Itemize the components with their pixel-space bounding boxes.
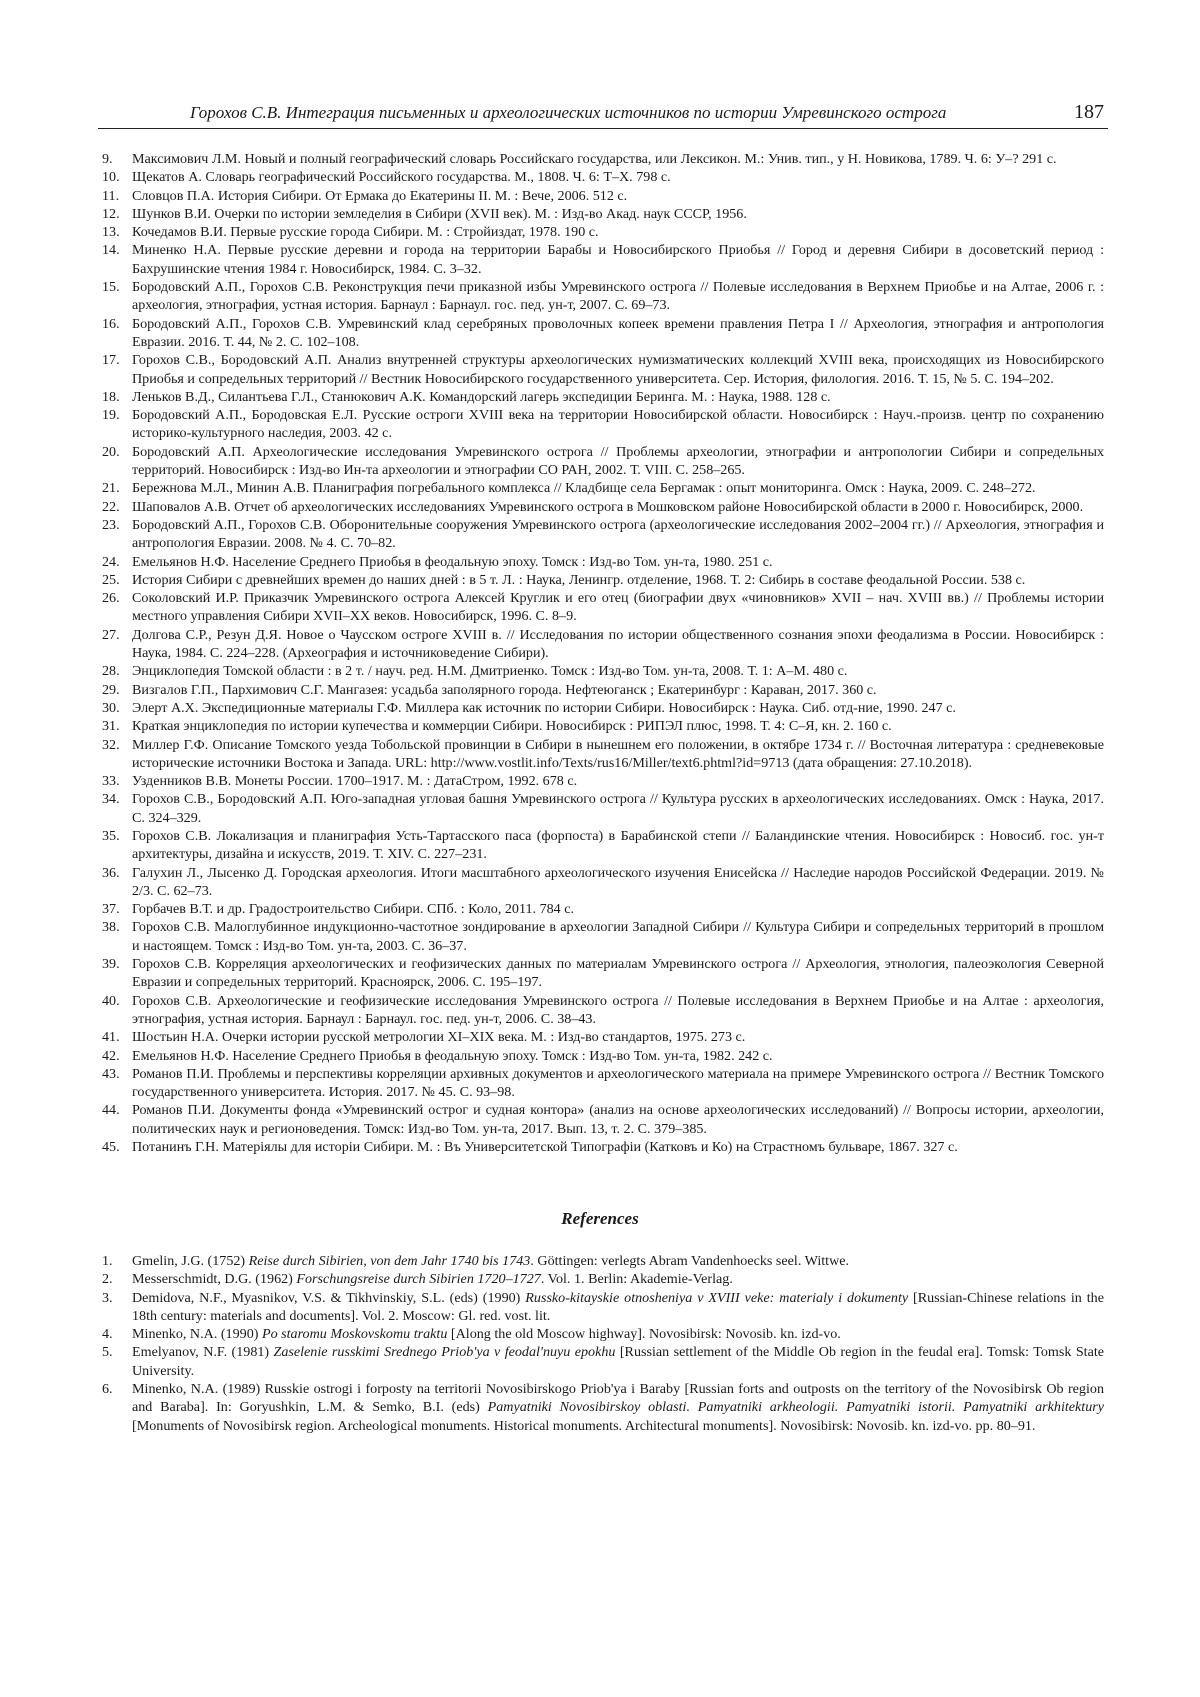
- entry-number: 12.: [102, 205, 120, 222]
- reference-title: Forschungsreise durch Sibirien 1720–1727: [296, 1271, 541, 1288]
- entry-text: Горохов С.В. Локализация и планиграфия Усть-Тартасского паса (форпоста) в Барабинской степи // Баландинские чтения. Новосибирск : Новосиб. гос. ун-т архитектуры, дизайна и искусств, 2019. Т. XIV. С. 227–231.: [132, 827, 1104, 863]
- entry-text: Горохов С.В., Бородовский А.П. Юго-западная угловая башня Умревинского острога // Культура русских в археологических исследованиях. Омск : Наука, 2017. С. 324–329.: [132, 791, 1104, 826]
- entry-text: Емельянов Н.Ф. Население Среднего Приобья в феодальную эпоху. Томск : Изд-во Том. ун-та, 1982. 242 с.: [132, 1047, 773, 1064]
- entry-text: Бородовский А.П., Горохов С.В. Умревинский клад серебряных проволочных копеек времени правления Петра I // Археология, этнография и антропология Евразии. 2016. Т. 44, № 2. С. 102–108.: [132, 315, 1104, 350]
- bibliography-entry: [102, 1101, 1104, 1138]
- entry-text: Словцов П.А. История Сибири. От Ермака до Екатерины II. М. : Вече, 2006. 512 с.: [132, 187, 628, 204]
- entry-number: 42.: [102, 1047, 120, 1064]
- reference-text: [Russian-Chinese relations in the 18th century: materials and documents]. Vol. 2. Moscow: Gl. red. vost. lit.: [132, 1289, 1104, 1324]
- bibliography-entry: [102, 479, 1104, 497]
- reference-text: [Russian settlement of the Middle Ob region in the feudal era]. Tomsk: Tomsk State University.: [132, 1344, 1105, 1379]
- reference-number: 6.: [102, 1381, 113, 1398]
- reference-entry: [102, 1270, 1104, 1288]
- entry-number: 37.: [102, 901, 120, 918]
- entry-number: 9.: [102, 151, 113, 167]
- bibliography-entry: [102, 205, 1104, 223]
- entry-number: 19.: [102, 407, 120, 424]
- entry-number: 14.: [102, 242, 120, 259]
- entry-number: 20.: [102, 443, 120, 460]
- reference-entry: [102, 1289, 1104, 1326]
- bibliography-entry: [102, 827, 1104, 864]
- bibliography-entry: [102, 992, 1104, 1029]
- bibliography-entry: [102, 717, 1104, 735]
- entry-text: Горохов С.В. Малоглубинное индукционно-частотное зондирование в археологии Западной Сибири // Культура Сибири и сопредельных территорий в прошлом и настоящем. Томск : Изд-во Том. ун-та, 2003. С. 36–37.: [132, 919, 1104, 954]
- entry-text: Бородовский А.П., Бородовская Е.Л. Русские остроги XVIII века на территории Новосибирской области. Новосибирск : Науч.-произв. центр по сохранению историко-культурного наследия, 2003. 42 с.: [132, 407, 1104, 442]
- bibliography-entry: [102, 315, 1104, 352]
- bibliography-entry: [102, 681, 1104, 699]
- bibliography-entry: [102, 241, 1104, 278]
- entry-number: 36.: [102, 864, 120, 881]
- entry-text: Леньков В.Д., Силантьева Г.Л., Станюкович А.К. Командорский лагерь экспедиции Беринга. М. : Наука, 1988. 128 с.: [132, 388, 831, 405]
- bibliography-entry: [102, 351, 1104, 388]
- entry-text: Визгалов Г.П., Пархимович С.Г. Мангазея: усадьба заполярного города. Нефтеюганск ; Екатеринбург : Караван, 2017. 360 с.: [132, 681, 877, 698]
- bibliography-entry: [102, 699, 1104, 717]
- reference-entry: [102, 1343, 1104, 1380]
- reference-entry: [102, 1252, 1104, 1270]
- entry-text: Романов П.И. Проблемы и перспективы корреляции архивных документов и археологического материала на примере Умревинского острога // Вестник Томского государственного университета. История. 2017. № 45. С. 93–98.: [132, 1065, 1104, 1101]
- entry-number: 32.: [102, 736, 120, 753]
- reference-number: 1.: [102, 1253, 113, 1269]
- bibliography-entry: [102, 498, 1104, 516]
- bibliography-entry: [102, 772, 1104, 790]
- entry-number: 41.: [102, 1029, 120, 1046]
- entry-number: 33.: [102, 773, 120, 790]
- entry-text: Соколовский И.Р. Приказчик Умревинского острога Алексей Круглик и его отец (биографии двух «чиновников» XVII – нач. XVIII вв.) // Проблемы истории местного управления Сибири XVII–XX веков. Новосибирск, 1996. С. 8–9.: [132, 590, 1104, 625]
- entry-text: Бородовский А.П. Археологические исследования Умревинского острога // Проблемы археологии, этнографии и антропологии Сибири и сопредельных территорий. Новосибирск : Изд-во Ин-та археологии и этнографии СО РАН, 2002. Т. VIII. С. 258–265.: [132, 443, 1104, 479]
- entry-text: Миненко Н.А. Первые русские деревни и города на территории Барабы и Новосибирского Приобья // Город и деревня Сибири в досоветский период : Бахрушинские чтения 1984 г. Новосибирск, 1984. С. 3–32.: [132, 242, 1104, 277]
- bibliography-entry: [102, 406, 1104, 443]
- bibliography-entry: [102, 589, 1104, 626]
- entry-number: 31.: [102, 718, 120, 735]
- reference-text: Demidova, N.F., Myasnikov, V.S. & Tikhvinskiy, S.L. (eds) (1990): [132, 1289, 526, 1306]
- bibliography-entry: [102, 662, 1104, 680]
- bibliography-entry: [102, 918, 1104, 955]
- entry-number: 17.: [102, 352, 120, 369]
- bibliography-entry: [102, 955, 1104, 992]
- bibliography-entry: [102, 900, 1104, 918]
- entry-text: Горбачев В.Т. и др. Градостроительство Сибири. СПб. : Коло, 2011. 784 с.: [132, 901, 575, 918]
- entry-number: 27.: [102, 626, 120, 643]
- reference-text: [Monuments of Novosibirsk region. Archeological monuments. Historical monuments. Architectural monuments]. Novosibirsk: Novosib. kn. izd-vo. pp. 80–91.: [132, 1417, 1036, 1434]
- reference-text: Minenko, N.A. (1989) Russkie ostrogi i forposty na territorii Novosibirskogo Priob'ya i Baraby [Russian forts and outposts on the territory of the Novosibirsk Ob region and Baraba]. In: Goryushkin, L.M. & Semko, B.I. (eds): [132, 1381, 1104, 1416]
- entry-number: 45.: [102, 1139, 120, 1156]
- bibliography-entry: [102, 223, 1104, 241]
- entry-text: Максимович Л.М. Новый и полный географический словарь Российскаго государства, или Лексикон. М.: Унив. тип., у Н. Новикова, 1789. Ч. 6: У–? 291 с.: [132, 151, 1057, 167]
- entry-text: Емельянов Н.Ф. Население Среднего Приобья в феодальную эпоху. Томск : Изд-во Том. ун-та, 1980. 251 с.: [132, 553, 773, 570]
- references-heading: References: [561, 1209, 639, 1228]
- entry-number: 44.: [102, 1102, 120, 1119]
- entry-text: Галухин Л., Лысенко Д. Городская археология. Итоги масштабного археологического изучения Енисейска // Наследие народов Российской Федерации. 2019. № 2/3. С. 62–73.: [132, 864, 1104, 899]
- entry-number: 24.: [102, 553, 120, 570]
- reference-number: 2.: [102, 1271, 113, 1288]
- bibliography-entry: [102, 150, 1104, 168]
- page-number: 187: [1074, 101, 1104, 123]
- bibliography-entry: [102, 626, 1104, 663]
- entry-number: 15.: [102, 279, 120, 296]
- entry-text: Узденников В.В. Монеты России. 1700–1917. М. : ДатаСтром, 1992. 678 с.: [132, 773, 578, 790]
- entry-text: Потанинъ Г.Н. Матеріялы для исторіи Сибири. М. : Въ Университетской Типографіи (Катковъ и Ко) на Страстномъ бульваре, 1867. 327 с.: [132, 1139, 958, 1156]
- entry-number: 23.: [102, 516, 120, 533]
- entry-text: Краткая энциклопедия по истории купечества и коммерции Сибири. Новосибирск : РИПЭЛ плюс, 1998. Т. 4: С–Я, кн. 2. 160 с.: [132, 718, 892, 735]
- bibliography-entry: [102, 790, 1104, 827]
- entry-text: История Сибири с древнейших времен до наших дней : в 5 т. Л. : Наука, Ленингр. отделение, 1968. Т. 2: Сибирь в составе феодальной России. 538 с.: [132, 571, 1026, 588]
- bibliography-entry: [102, 168, 1104, 186]
- entry-text: Бородовский А.П., Горохов С.В. Оборонительные сооружения Умревинского острога (археологические исследования 2002–2004 гг.) // Археология, этнография и антропология Евразии. 2008. № 4. С. 70–82.: [132, 516, 1104, 552]
- entry-number: 11.: [102, 187, 120, 204]
- references-list: [102, 1252, 1104, 1435]
- bibliography-entry: [102, 1065, 1104, 1102]
- reference-number: 4.: [102, 1326, 113, 1343]
- reference-title: Po staromu Moskovskomu traktu: [261, 1326, 448, 1343]
- entry-number: 40.: [102, 992, 120, 1009]
- entry-number: 35.: [102, 827, 120, 844]
- entry-text: Романов П.И. Документы фонда «Умревинский острог и судная контора» (анализ на основе археологических исследований) // Вопросы истории, археологии, политических наук и регионоведения. Томск: Изд-во Том. ун-та, 2017. Вып. 13, т. 2. С. 379–385.: [132, 1102, 1104, 1137]
- reference-text: . Göttingen: verlegts Abram Vandenhoecks seel. Wittwe.: [530, 1253, 850, 1269]
- reference-number: 5.: [102, 1344, 113, 1361]
- entry-text: Бережнова М.Л., Минин А.В. Планиграфия погребального комплекса // Кладбище села Бергамак : опыт мониторинга. Омск : Наука, 2009. С. 248–272.: [132, 480, 1036, 497]
- entry-text: Горохов С.В. Корреляция археологических и геофизических данных по материалам Умревинского острога // Археология, этнология, палеоэкология Северной Евразии и сопредельных территорий. Красноярск, 2006. С. 195–197.: [132, 956, 1104, 991]
- reference-title: Russko-kitayskie otnosheniya v XVIII veke: materialy i dokumenty: [525, 1289, 909, 1306]
- entry-number: 38.: [102, 919, 120, 936]
- bibliography-entry: [102, 553, 1104, 571]
- bibliography-entry: [102, 1047, 1104, 1065]
- entry-number: 28.: [102, 663, 120, 680]
- reference-text: [Along the old Moscow highway]. Novosibirsk: Novosib. kn. izd-vo.: [447, 1326, 841, 1343]
- entry-text: Элерт А.Х. Экспедиционные материалы Г.Ф. Миллера как источник по истории Сибири. Новосибирск : Наука. Сиб. отд-ние, 1990. 247 с.: [132, 699, 956, 716]
- entry-number: 43.: [102, 1065, 120, 1082]
- entry-number: 26.: [102, 590, 120, 607]
- bibliography-entry: [102, 388, 1104, 406]
- entry-number: 30.: [102, 699, 120, 716]
- entry-number: 29.: [102, 681, 120, 698]
- entry-text: Энциклопедия Томской области : в 2 т. / науч. ред. Н.М. Дмитриенко. Томск : Изд-во Том. ун-та, 2008. Т. 1: А–М. 480 с.: [132, 663, 848, 680]
- entry-text: Шунков В.И. Очерки по истории земледелия в Сибири (XVII век). М. : Изд-во Акад. наук СССР, 1956.: [132, 205, 747, 222]
- entry-number: 25.: [102, 571, 120, 588]
- entry-text: Шостьин Н.А. Очерки истории русской метрологии XI–XIX века. М. : Изд-во стандартов, 1975. 273 с.: [132, 1029, 746, 1046]
- running-title: Горохов С.В. Интеграция письменных и археологических источников по истории Умревинского острога: [190, 103, 947, 122]
- bibliography-entry: [102, 187, 1104, 205]
- entry-text: Бородовский А.П., Горохов С.В. Реконструкция печи приказной избы Умревинского острога // Полевые исследования в Верхнем Приобье и на Алтае, 2006 г. : археология, этнография, устная история. Барнаул : Барнаул. гос. пед. ун-т, 2007. С. 69–73.: [132, 279, 1104, 314]
- reference-entry: [102, 1325, 1104, 1343]
- reference-text: Emelyanov, N.F. (1981): [132, 1344, 274, 1361]
- entry-text: Горохов С.В. Археологические и геофизические исследования Умревинского острога // Полевые исследования в Верхнем Приобье и на Алтае : археология, этнография, устная история. Барнаул : Барнаул. гос. пед. ун-т, 2006. С. 38–43.: [132, 992, 1104, 1027]
- entry-number: 21.: [102, 480, 120, 497]
- reference-text: Minenko, N.A. (1990): [132, 1326, 262, 1343]
- reference-text: Messerschmidt, D.G. (1962): [132, 1271, 297, 1288]
- entry-text: Кочедамов В.И. Первые русские города Сибири. М. : Стройиздат, 1978. 190 с.: [132, 224, 599, 241]
- entry-number: 39.: [102, 956, 120, 973]
- bibliography-entry: [102, 736, 1104, 773]
- entry-number: 34.: [102, 791, 120, 808]
- entry-text: Миллер Г.Ф. Описание Томского уезда Тобольской провинции в Сибири в нынешнем его положении, в октябре 1734 г. // Восточная литература : средневековые исторические источники Востока и Запада. URL: http://www.vostlit.info/Texts/rus16/Miller/text6.phtml?id=9713 (дата обращения: 27.10.2018).: [132, 736, 1104, 771]
- entry-number: 10.: [102, 169, 120, 186]
- bibliography-entry: [102, 516, 1104, 553]
- bibliography-entry: [102, 1138, 1104, 1156]
- entry-text: Горохов С.В., Бородовский А.П. Анализ внутренней структуры археологических нумизматических коллекций XVIII века, происходящих из Новосибирского Приобья и сопредельных территорий // Вестник Новосибирского государственного университета. Сер. История, филология. 2016. Т. 15, № 5. С. 194–202.: [132, 352, 1104, 387]
- entry-number: 13.: [102, 224, 120, 241]
- entry-text: Шаповалов А.В. Отчет об археологических исследованиях Умревинского острога в Мошковском районе Новосибирской области в 2000 г. Новосибирск, 2000.: [132, 498, 1084, 515]
- bibliography-entry: [102, 443, 1104, 480]
- entry-number: 16.: [102, 315, 120, 332]
- running-header: [98, 102, 1108, 129]
- bibliography-entry: [102, 571, 1104, 589]
- reference-title: Zaselenie russkimi Srednego Priob'ya v feodal'nuyu epokhu: [273, 1344, 616, 1361]
- reference-title: Pamyatniki Novosibirskoy oblasti. Pamyatniki arkheologii. Pamyatniki istorii. Pamyatniki arkhitektury: [487, 1399, 1104, 1416]
- entry-text: Долгова С.Р., Резун Д.Я. Новое о Чаусском остроге XVIII в. // Исследования по истории общественного сознания эпохи феодализма в России. Новосибирск : Наука, 1984. С. 224–228. (Археография и источниковедение Сибири).: [132, 626, 1104, 662]
- reference-title: Reise durch Sibirien, von dem Jahr 1740 bis 1743: [248, 1253, 531, 1269]
- reference-entry: [102, 1380, 1104, 1435]
- entry-number: 22.: [102, 498, 120, 515]
- entry-text: Щекатов А. Словарь географический Российского государства. М., 1808. Ч. 6: Т–Х. 798 с.: [132, 169, 671, 186]
- bibliography-list: [102, 150, 1104, 1156]
- reference-number: 3.: [102, 1289, 113, 1306]
- bibliography-entry: [102, 864, 1104, 901]
- bibliography-entry: [102, 1028, 1104, 1046]
- entry-number: 18.: [102, 388, 120, 405]
- reference-text: Gmelin, J.G. (1752): [132, 1253, 249, 1269]
- bibliography-entry: [102, 278, 1104, 315]
- reference-text: . Vol. 1. Berlin: Akademie-Verlag.: [540, 1271, 733, 1288]
